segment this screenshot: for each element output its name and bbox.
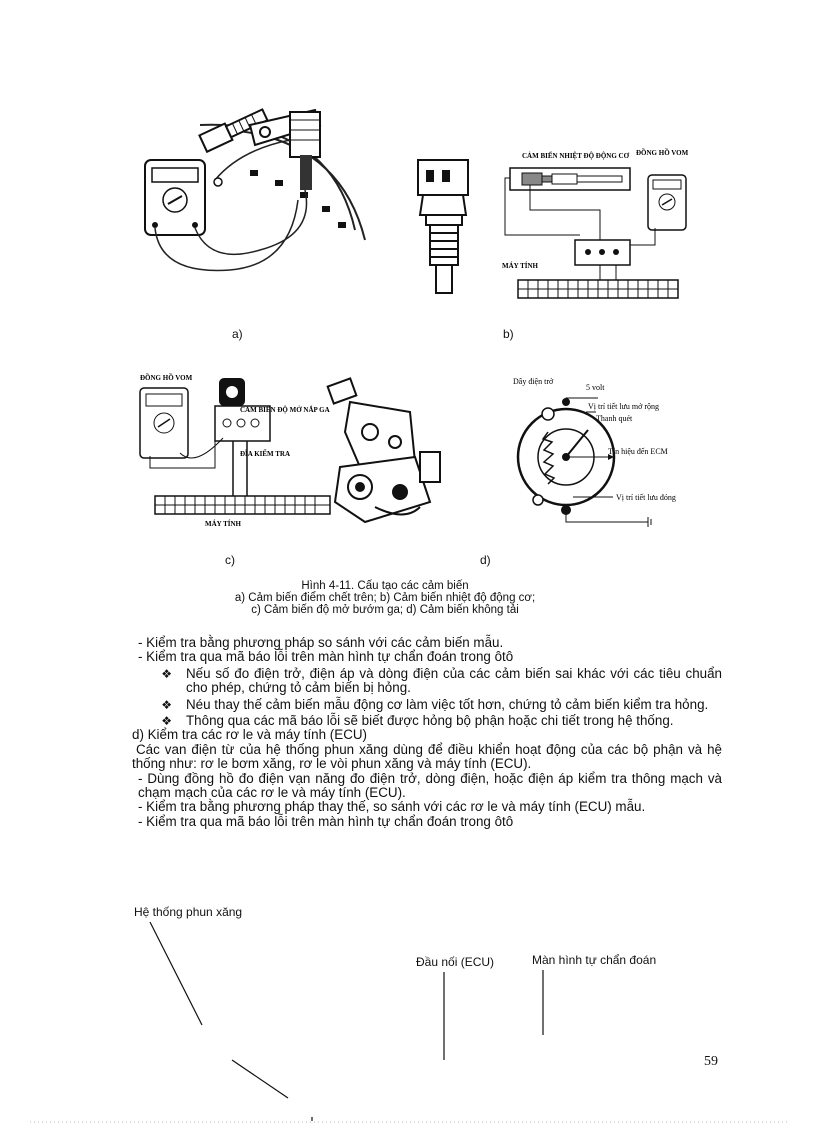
fig-b-computer-label: MÁY TÍNH — [502, 262, 538, 270]
caption-title: Hình 4-11. Cấu tạo các cảm biến — [301, 580, 469, 592]
fig-d-wire-label: Dây điện trở — [513, 377, 554, 386]
bullet-text-3: Thông qua các mã báo lỗi sẽ biết được hỏng bộ phận hoặc chi tiết trong hệ thống. — [186, 713, 674, 729]
fig-c-sensor-label: CẢM BIẾN ĐỘ MỞ NẮP GA — [240, 406, 330, 414]
fig-d-closed-label: Vị trí tiết lưu đóng — [616, 493, 676, 502]
fig-b-meter-label: ĐỒNG HỒ VOM — [636, 149, 689, 157]
fig-d-volt-label: 5 volt — [586, 383, 605, 392]
text-line-3: - Kiểm tra bằng phương pháp thay thế, so sánh với các rơ le và máy tính (ECU) mẫu. — [138, 799, 646, 815]
fig-d-open-label: Vị trí tiết lưu mở rộng — [588, 402, 660, 411]
page-number: 59 — [704, 1054, 718, 1069]
diagram-label-fuel-injection: Hệ thống phun xăng — [134, 905, 243, 919]
bullet-text-1: Nếu số đo điện trở, điện áp và dòng điện của các cảm biến sai khác với các tiêu chuẩn cho phép, chứng tỏ cảm biến bị hỏng. — [186, 665, 722, 696]
section-heading-d: d) Kiểm tra các rơ le và máy tính (ECU) — [132, 727, 367, 743]
fig-c-computer-label: MÁY TÍNH — [205, 520, 241, 528]
bullet-text-2: Néu thay thế cảm biến mẫu động cơ làm việc tốt hơn, chứng tỏ cảm biến kiểm tra hỏng. — [186, 696, 709, 712]
fig-d-wiper-label: Thanh quét — [596, 414, 633, 423]
text-line-4: - Kiểm tra qua mã báo lỗi trên màn hình tự chẩn đoán trong ôtô — [138, 813, 514, 829]
fig-c-plate-label: ĐĨA KIỂM TRA — [240, 450, 291, 458]
bullet-icon: ❖ — [161, 714, 172, 729]
figure-d-label: d) — [480, 553, 491, 567]
diagram-label-self-diagnosis: Màn hình tự chẩn đoán — [532, 953, 657, 967]
fig-c-meter-label: ĐỒNG HỒ VOM — [140, 374, 193, 382]
caption-line-3: c) Cảm biến độ mở bướm ga; d) Cảm biến không tải — [251, 604, 519, 616]
figure-b-label: b) — [503, 327, 514, 341]
paragraph-1: Các van điện từ của hệ thống phun xăng dùng để điều khiển hoạt động của các bộ phận và hệ thống như: rơ le bơm xăng, rơ le vòi phun xăng và máy tính (ECU). — [132, 741, 722, 772]
caption-line-2: a) Cảm biến điểm chết trên; b) Cảm biến nhiệt độ động cơ; — [234, 592, 536, 604]
text-line-2: - Kiểm tra qua mã báo lỗi trên màn hình tự chẩn đoán trong ôtô — [138, 649, 514, 665]
figure-c-label: c) — [225, 553, 235, 567]
fig-b-sensor-label: CẢM BIẾN NHIỆT ĐỘ ĐỘNG CƠ — [522, 152, 630, 160]
fig-d-signal-label: Tín hiệu đến ECM — [608, 447, 668, 456]
diagram-label-ecu-connector: Đầu nối (ECU) — [416, 955, 495, 969]
paragraph-2: - Dùng đồng hồ đo điện vạn năng đo điện trở, dòng điện, hoặc điện áp kiểm tra thông mạch và chạm mạch của các rơ le và máy tính (ECU). — [138, 770, 722, 801]
text-line-1: - Kiểm tra bằng phương pháp so sánh với các cảm biến mẫu. — [138, 635, 504, 650]
bullet-icon: ❖ — [161, 697, 172, 712]
bullet-icon: ❖ — [161, 666, 172, 681]
figure-a-label: a) — [232, 327, 243, 341]
